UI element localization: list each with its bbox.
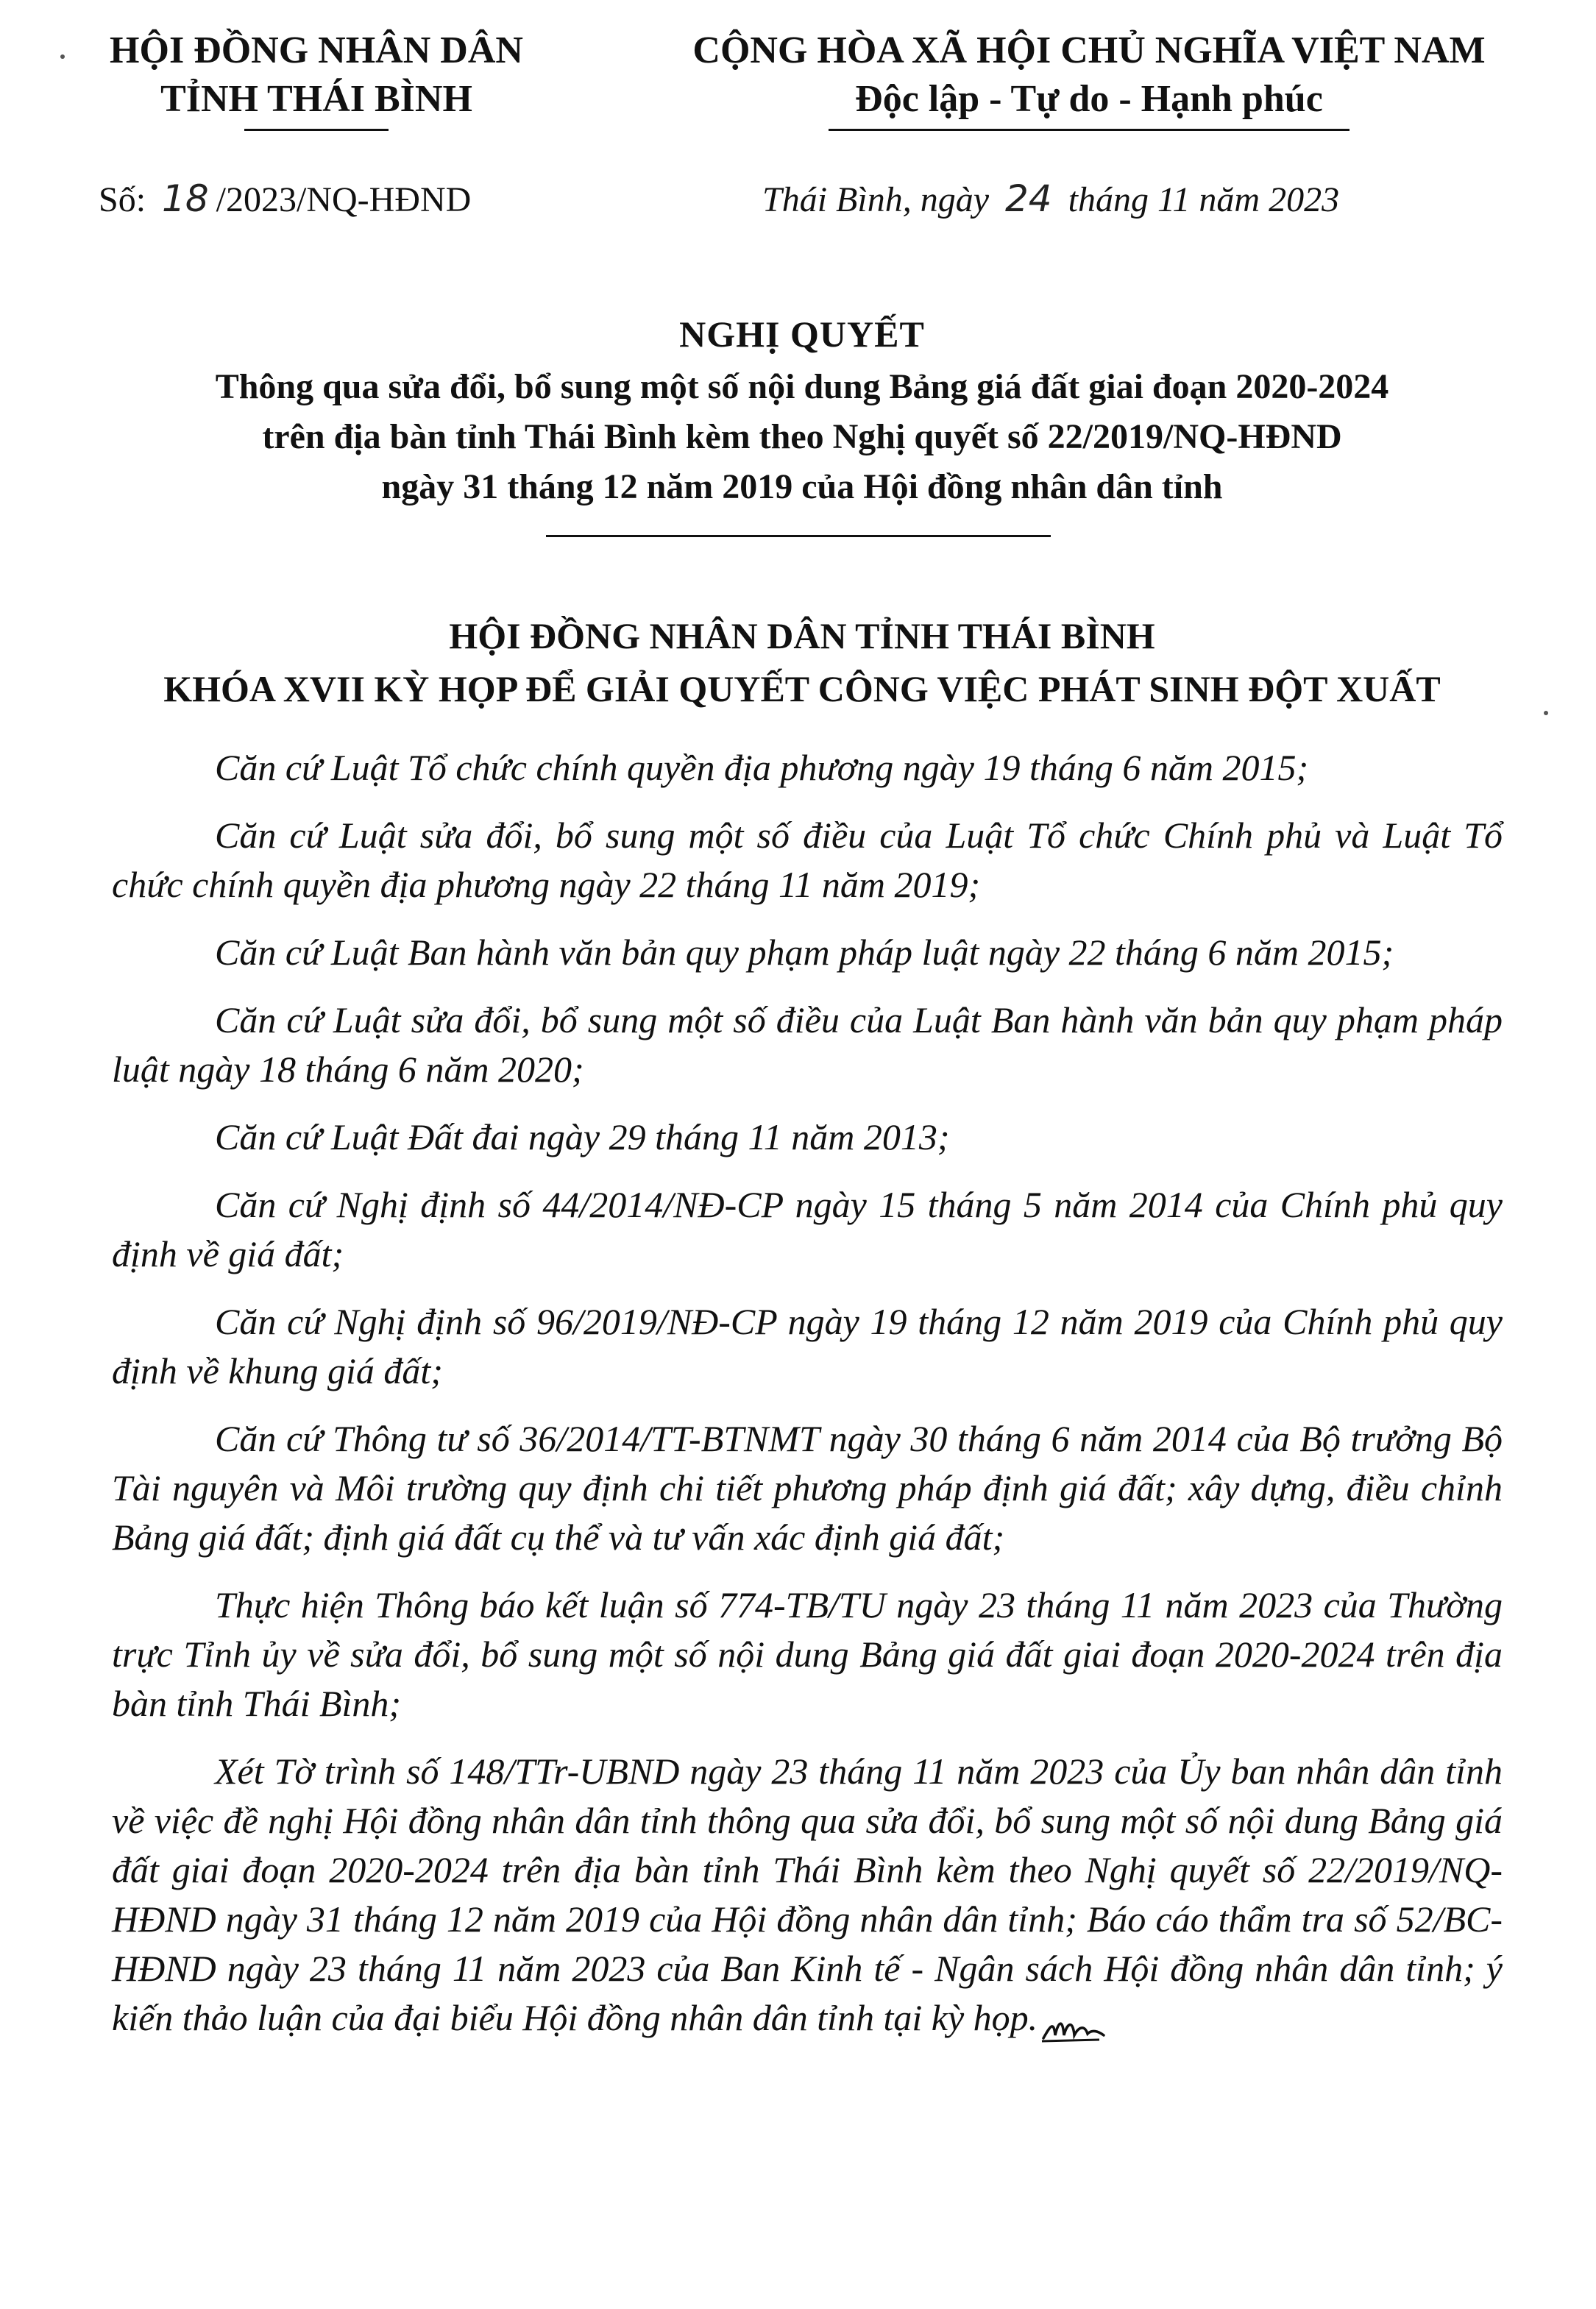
document-number — [99, 177, 471, 222]
scan-speck — [1544, 711, 1548, 715]
motto-line-2: Độc lập - Tự do - Hạnh phúc — [855, 78, 1323, 120]
motto-underline — [829, 129, 1349, 131]
document-date — [762, 177, 1339, 222]
preamble-paragraph: Căn cứ Nghị định số 44/2014/NĐ-CP ngày 15 tháng 5 năm 2014 của Chính phủ quy định về giá đất; — [112, 1184, 1503, 1274]
doc-number-handwritten: 18 — [162, 177, 209, 220]
doc-number-prefix: Số: — [99, 180, 146, 219]
preamble-body — [112, 743, 1503, 2061]
date-prefix: Thái Bình, ngày — [762, 180, 989, 219]
preamble-paragraph: Căn cứ Luật Ban hành văn bản quy phạm pháp luật ngày 22 tháng 6 năm 2015; — [215, 932, 1394, 973]
preamble-paragraph: Căn cứ Luật Tổ chức chính quyền địa phương ngày 19 tháng 6 năm 2015; — [215, 747, 1309, 788]
issuing-authority — [81, 26, 552, 124]
authority-line-1: HỘI ĐỒNG NHÂN DÂN — [110, 29, 523, 71]
title-line-3: ngày 31 tháng 12 năm 2019 của Hội đồng nhân dân tỉnh — [381, 467, 1223, 506]
date-handwritten-day: 24 — [1005, 177, 1052, 220]
preamble-paragraph: Căn cứ Nghị định số 96/2019/NĐ-CP ngày 19 tháng 12 năm 2019 của Chính phủ quy định về khung giá đất; — [112, 1301, 1503, 1391]
council-heading — [74, 609, 1531, 715]
preamble-paragraph-last — [112, 1747, 1503, 2043]
title-line-2: trên địa bàn tỉnh Thái Bình kèm theo Nghị quyết số 22/2019/NQ-HĐND — [262, 417, 1342, 456]
preamble-paragraph: Thực hiện Thông báo kết luận số 774-TB/TU ngày 23 tháng 11 năm 2023 của Thường trực Tỉnh ủy về sửa đổi, bổ sung một số nội dung Bảng giá đất giai đoạn 2020-2024 trên địa bàn tỉnh Thái Bình; — [112, 1584, 1503, 1724]
preamble-paragraph: Căn cứ Luật sửa đổi, bổ sung một số điều của Luật Tổ chức Chính phủ và Luật Tổ chức chính quyền địa phương ngày 22 tháng 11 năm 2019; — [112, 815, 1503, 905]
council-line-2: KHÓA XVII KỲ HỌP ĐỂ GIẢI QUYẾT CÔNG VIỆC PHÁT SINH ĐỘT XUẤT — [163, 668, 1441, 709]
national-motto — [648, 26, 1531, 124]
preamble-paragraph: Căn cứ Luật sửa đổi, bổ sung một số điều của Luật Ban hành văn bản quy phạm pháp luật ngày 18 tháng 6 năm 2020; — [112, 999, 1503, 1090]
council-line-1: HỘI ĐỒNG NHÂN DÂN TỈNH THÁI BÌNH — [449, 615, 1155, 656]
title-main: NGHỊ QUYẾT — [679, 313, 925, 355]
title-line-1: Thông qua sửa đổi, bổ sung một số nội dung Bảng giá đất giai đoạn 2020-2024 — [215, 367, 1389, 406]
last-paragraph-text: Xét Tờ trình số 148/TTr-UBND ngày 23 tháng 11 năm 2023 của Ủy ban nhân dân tỉnh về việc đề nghị Hội đồng nhân dân tỉnh thông qua sửa đổi, bổ sung một số nội dung Bảng giá đất giai đoạn 2020-2024 trên địa bàn tỉnh Thái Bình kèm theo Nghị quyết số 22/2019/NQ-HĐND ngày 31 tháng 12 năm 2019 của Hội đồng nhân dân tỉnh; Báo cáo thẩm tra số 52/BC-HĐND ngày 23 tháng 11 năm 2023 của Ban Kinh tế - Ngân sách Hội đồng nhân dân tỉnh; ý kiến thảo luận của đại biểu Hội đồng nhân dân tỉnh tại kỳ họp. — [112, 1751, 1503, 2038]
doc-number-suffix: /2023/NQ-HĐND — [216, 180, 472, 219]
authority-line-2: TỈNH THÁI BÌNH — [160, 78, 472, 120]
date-suffix: tháng 11 năm 2023 — [1068, 180, 1340, 219]
title-underline — [546, 535, 1051, 537]
resolution-title — [74, 309, 1531, 512]
preamble-paragraph: Căn cứ Thông tư số 36/2014/TT-BTNMT ngày 30 tháng 6 năm 2014 của Bộ trưởng Bộ Tài nguyên và Môi trường quy định chi tiết phương pháp định giá đất; xây dựng, điều chỉnh Bảng giá đất; định giá đất cụ thể và tư vấn xác định giá đất; — [112, 1418, 1503, 1558]
motto-line-1: CỘNG HÒA XÃ HỘI CHỦ NGHĨA VIỆT NAM — [692, 29, 1486, 71]
scan-speck — [60, 54, 65, 59]
authority-underline — [244, 129, 389, 131]
preamble-paragraph: Căn cứ Luật Đất đai ngày 29 tháng 11 năm 2013; — [215, 1116, 950, 1157]
initials-signature — [1040, 2013, 1107, 2043]
